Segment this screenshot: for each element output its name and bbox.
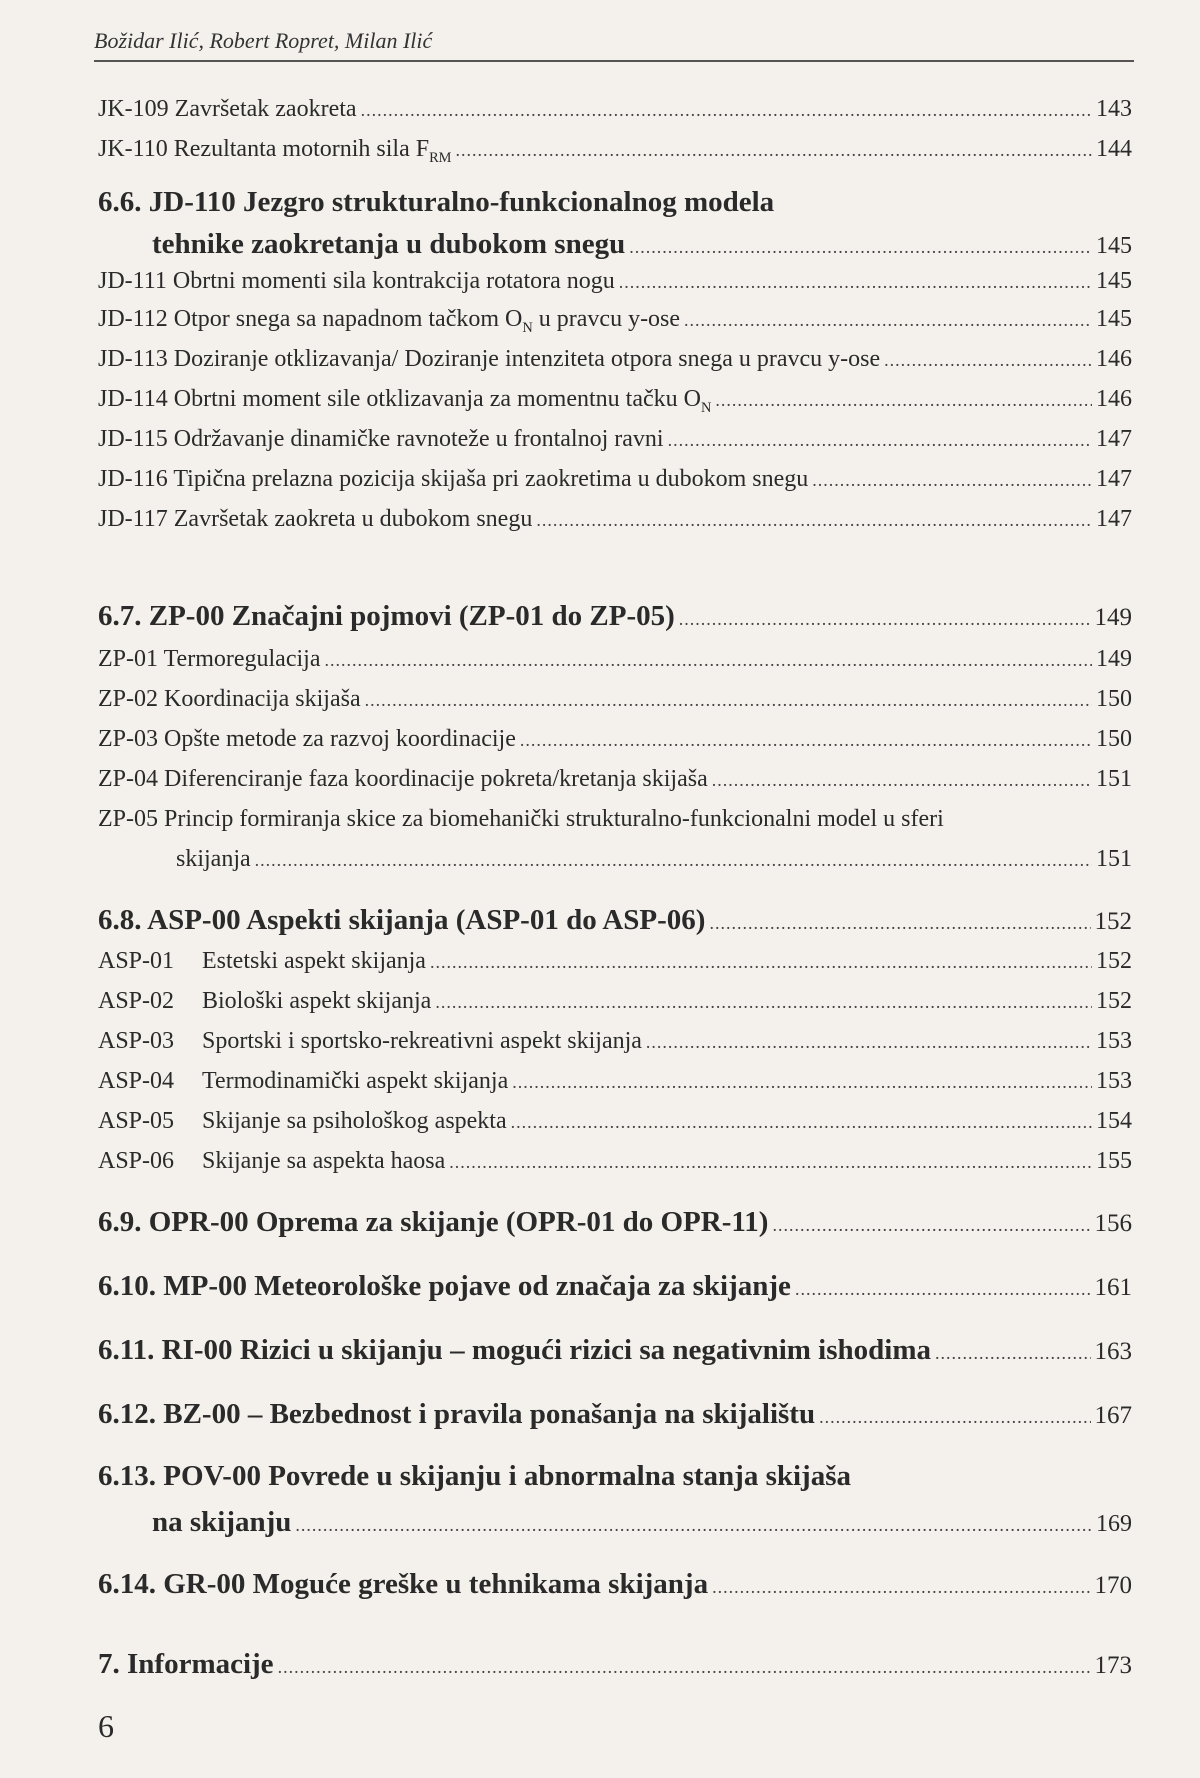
folio-page-number: 6 [98,1708,114,1744]
leader-dots [536,510,1092,531]
leader-dots [255,850,1092,871]
leader-dots [512,1072,1092,1093]
leader-dots [684,310,1092,331]
toc-entry[interactable]: JD-112 Otpor snega sa napadnom tačkom $O_N$ u pravcu y-ose ..... 145 [98,306,1132,337]
leader-dots [715,390,1092,411]
leader-dots [668,430,1092,451]
toc-entry[interactable]: ASP-01 Estetski aspekt skijanja ..... 152 [98,948,1132,975]
leader-dots [278,1657,1091,1678]
leader-dots [709,913,1090,934]
toc-section-heading[interactable]: 6.11. RI-00 Rizici u skijanju – mogući rizici sa negativnim ishodima ..... 163 [98,1334,1132,1367]
page-number: 152 [1094,908,1132,935]
page-number: 170 [1094,1572,1132,1599]
leader-dots [812,470,1092,491]
page-number: 144 [1096,136,1132,162]
page-number: 150 [1096,686,1132,712]
toc-entry[interactable]: ZP-04 Diferenciranje faza koordinacije pokreta/kretanja skijaša ..... 151 [98,766,1132,793]
leader-dots [619,272,1092,293]
page-number: 145 [1096,233,1132,259]
leader-dots [712,1577,1090,1598]
page-number: 161 [1094,1274,1132,1301]
page-number: 163 [1094,1338,1132,1365]
toc-section-heading[interactable]: 6.10. MP-00 Meteorološke pojave od značaja za skijanje ..... 161 [98,1270,1132,1303]
toc-chapter-heading[interactable]: 7. Informacije ..... 173 [98,1648,1132,1681]
toc-entry[interactable]: ASP-06 Skijanje sa aspekta haosa ..... 155 [98,1148,1132,1175]
toc-entry[interactable]: JD-111 Obrtni momenti sila kontrakcija rotatora nogu ..... 145 [98,268,1132,295]
page-number: 147 [1096,506,1132,532]
page-number: 173 [1094,1652,1132,1679]
toc-entry[interactable]: JD-113 Doziranje otklizavanja/ Doziranje intenziteta otpora snega u pravcu y-ose ..... 146 [98,346,1132,373]
page-number: 145 [1096,268,1132,294]
page-number: 156 [1094,1210,1132,1237]
leader-dots [520,730,1092,751]
toc-section-heading[interactable]: 6.13. POV-00 Povrede u skijanju i abnormalna stanja skijaša [98,1460,851,1492]
page-number: 145 [1096,306,1132,332]
toc-entry[interactable]: ASP-03 Sportski i sportsko-rekreativni aspekt skijanja ..... 153 [98,1028,1132,1055]
page-number: 147 [1096,466,1132,492]
toc-entry[interactable]: ZP-05 Princip formiranja skice za biomehanički strukturalno-funkcionalni model u sferi [98,806,944,832]
leader-dots [629,237,1092,258]
toc-entry[interactable]: JD-114 Obrtni moment sile otklizavanja za momentnu tačku $O_N$ ..... 146 [98,386,1132,417]
page-number: 143 [1096,96,1132,122]
page-number: 150 [1096,726,1132,752]
toc-section-heading[interactable]: 6.7. ZP-00 Značajni pojmovi (ZP-01 do ZP-05) ..... 149 [98,600,1132,633]
toc-section-heading[interactable]: 6.9. OPR-00 Oprema za skijanje (OPR-01 do OPR-11) ..... 156 [98,1206,1132,1239]
toc-entry[interactable]: ASP-05 Skijanje sa psihološkog aspekta ..... 154 [98,1108,1132,1135]
leader-dots [884,350,1092,371]
header-rule [94,60,1134,62]
leader-dots [511,1112,1092,1133]
leader-dots [819,1407,1090,1428]
leader-dots [361,100,1092,121]
leader-dots [449,1152,1092,1173]
toc-entry[interactable]: ASP-02 Biološki aspekt skijanja ..... 152 [98,988,1132,1015]
toc-entry[interactable]: JD-117 Završetak zaokreta u dubokom snegu ..... 147 [98,506,1132,533]
toc-section-heading-continued[interactable]: tehnike zaokretanja u dubokom snegu ..... 145 [152,228,1132,261]
toc-section-heading[interactable]: 6.12. BZ-00 – Bezbednost i pravila ponašanja na skijalištu ..... 167 [98,1398,1132,1431]
page-number: 149 [1094,604,1132,631]
toc-entry[interactable]: ZP-03 Opšte metode za razvoj koordinacije ..... 150 [98,726,1132,753]
page-number: 167 [1094,1402,1132,1429]
toc-entry[interactable]: ASP-04 Termodinamički aspekt skijanja ..... 153 [98,1068,1132,1095]
page-number: 147 [1096,426,1132,452]
leader-dots [324,650,1092,671]
page-number: 151 [1096,766,1132,792]
page-number: 146 [1096,346,1132,372]
page-number: 152 [1096,948,1132,974]
leader-dots [646,1032,1092,1053]
leader-dots [430,952,1092,973]
toc-section-heading[interactable]: 6.8. ASP-00 Aspekti skijanja (ASP-01 do ASP-06) ..... 152 [98,904,1132,937]
leader-dots [455,140,1092,161]
page-number: 146 [1096,386,1132,412]
leader-dots [772,1215,1090,1236]
toc-entry[interactable]: JK-110 Rezultanta motornih sila $F_{RM}$ ..... 144 [98,136,1132,167]
leader-dots [295,1515,1092,1536]
running-header-authors: Božidar Ilić, Robert Ropret, Milan Ilić [94,28,433,53]
toc-entry[interactable]: ZP-01 Termoregulacija ..... 149 [98,646,1132,673]
page-number: 152 [1096,988,1132,1014]
leader-dots [795,1279,1091,1300]
page-number: 153 [1096,1068,1132,1094]
leader-dots [935,1343,1091,1364]
page-number: 155 [1096,1148,1132,1174]
leader-dots [679,609,1091,630]
page-number: 153 [1096,1028,1132,1054]
toc-entry[interactable]: JK-109 Završetak zaokreta ..... 143 [98,96,1132,123]
toc-section-heading-continued[interactable]: na skijanju ..... 169 [152,1506,1132,1539]
toc-entry[interactable]: ZP-02 Koordinacija skijaša ..... 150 [98,686,1132,713]
page-number: 154 [1096,1108,1132,1134]
toc-section-heading[interactable]: 6.14. GR-00 Moguće greške u tehnikama skijanja ..... 170 [98,1568,1132,1601]
page-number: 149 [1096,646,1132,672]
toc-entry[interactable]: JD-115 Održavanje dinamičke ravnoteže u frontalnoj ravni ..... 147 [98,426,1132,453]
toc-entry-continued[interactable]: skijanja ..... 151 [176,846,1132,873]
toc-entry[interactable]: JD-116 Tipična prelazna pozicija skijaša pri zaokretima u dubokom snegu ..... 147 [98,466,1132,493]
leader-dots [712,770,1092,791]
page-number: 151 [1096,846,1132,872]
leader-dots [365,690,1092,711]
toc-section-heading[interactable]: 6.6. JD-110 Jezgro strukturalno-funkcionalnog modela [98,186,775,218]
page-number: 169 [1096,1511,1132,1537]
leader-dots [435,992,1092,1013]
